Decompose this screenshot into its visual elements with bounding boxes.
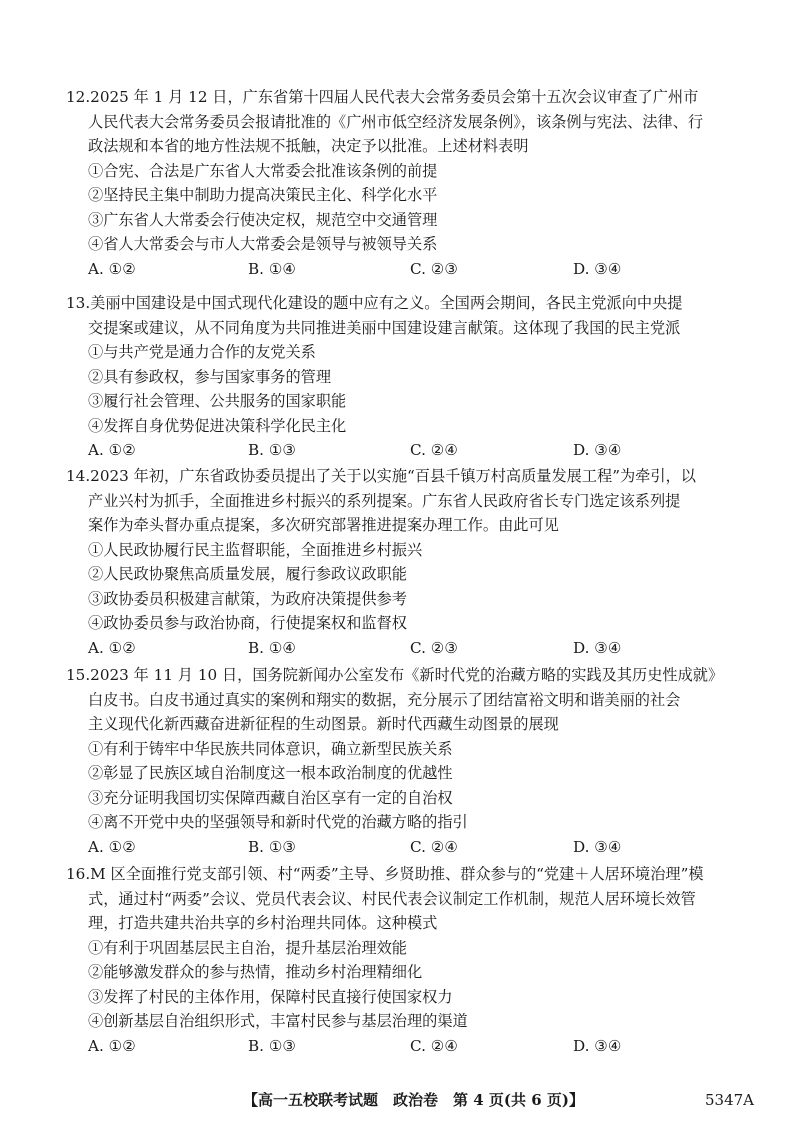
question-number: 15. (66, 666, 91, 684)
choice-c[interactable]: C. ②③ (410, 259, 458, 278)
choice-a[interactable]: A. ①② (88, 259, 136, 278)
question-15 (66, 663, 758, 859)
footer-title: 【高一五校联考试题 政治卷 第 4 页(共 6 页)】 (243, 1091, 584, 1109)
answer-choices (88, 1034, 758, 1059)
choice-d[interactable]: D. ③④ (573, 441, 622, 459)
choice-b[interactable]: B. ①③ (248, 1036, 297, 1055)
choice-d[interactable]: D. ③④ (573, 259, 622, 278)
choice-d[interactable]: D. ③④ (573, 1036, 622, 1055)
statement-option: ③政协委员积极建言献策，为政府决策提供参考 (88, 589, 407, 608)
question-text-line: 13.美丽中国建设是中国式现代化建设的题中应有之义。全国两会期间，各民主党派向中央提 (66, 294, 683, 312)
choice-a[interactable]: A. ①② (88, 441, 136, 459)
statement-option: ②坚持民主集中制助力提高决策民主化、科学化水平 (88, 186, 438, 204)
statement-option: ③广东省人大常委会行使决定权，规范空中交通管理 (88, 210, 438, 229)
question-number: 12. (66, 88, 91, 106)
choice-c[interactable]: C. ②④ (410, 441, 458, 459)
question-text-line: 12.2025 年 1 月 12 日，广东省第十四届人民代表大会常务委员会第十五次会议审查了广州市 (66, 88, 699, 106)
statement-option: ④发挥自身优势促进决策科学化民主化 (88, 416, 347, 435)
statement-option: ④创新基层自治组织形式，丰富村民参与基层治理的渠道 (88, 1012, 468, 1030)
question-text-line: 式，通过村“两委”会议、党员代表会议、村民代表会议制定工作机制，规范人居环境长效管 (88, 889, 696, 908)
question-text-line: 交提案或建议，从不同角度为共同推进美丽中国建设建言献策。这体现了我国的民主党派 (88, 318, 681, 337)
statement-option: ④政协委员参与政治协商，行使提案权和监督权 (88, 614, 407, 632)
answer-choices (88, 257, 758, 282)
question-number: 14. (66, 467, 91, 485)
choice-b[interactable]: B. ①④ (248, 638, 297, 657)
question-text-line: 14.2023 年初，广东省政协委员提出了关于以实施“百县千镇万村高质量发展工程”为牵引，以 (66, 467, 696, 485)
statement-option: ②能够激发群众的参与热情，推动乡村治理精细化 (88, 963, 423, 981)
statement-option: ①人民政协履行民主监督职能，全面推进乡村振兴 (88, 540, 423, 559)
question-13 (66, 291, 758, 463)
question-12 (66, 85, 758, 281)
statement-option: ①有利于巩固基层民主自治，提升基层治理效能 (88, 938, 407, 957)
choice-d[interactable]: D. ③④ (573, 837, 622, 856)
statement-option: ③履行社会管理、公共服务的国家职能 (88, 392, 347, 410)
question-text-line: 案作为牵头督办重点提案，多次研究部署推进提案办理工作。由此可见 (88, 516, 559, 534)
statement-option: ④省人大常委会与市人大常委会是领导与被领导关系 (88, 235, 438, 253)
statement-option: ④离不开党中央的坚强领导和新时代党的治藏方略的指引 (88, 813, 468, 831)
choice-a[interactable]: A. ①② (88, 1036, 136, 1055)
choice-a[interactable]: A. ①② (88, 638, 136, 657)
statement-option: ②人民政协聚焦高质量发展，履行参政议政职能 (88, 565, 407, 583)
question-text-line: 16.M 区全面推行党支部引领、村“两委”主导、乡贤助推、群众参与的“党建＋人居环境治理”模 (66, 865, 704, 883)
question-text-line: 理，打造共建共治共享的乡村治理共同体。这种模式 (88, 914, 438, 932)
question-text-line: 人民代表大会常务委员会报请批准的《广州市低空经济发展条例》，该条例与宪法、法律、行 (88, 112, 704, 131)
question-text-line: 政法规和本省的地方性法规不抵触，决定予以批准。上述材料表明 (88, 137, 529, 155)
choice-b[interactable]: B. ①③ (248, 441, 297, 459)
choice-a[interactable]: A. ①② (88, 837, 136, 856)
answer-choices (88, 438, 758, 463)
choice-b[interactable]: B. ①④ (248, 259, 297, 278)
answer-choices (88, 636, 758, 661)
choice-c[interactable]: C. ②④ (410, 837, 458, 856)
statement-option: ①有利于铸牢中华民族共同体意识，确立新型民族关系 (88, 739, 453, 758)
question-text-line: 主义现代化新西藏奋进新征程的生动图景。新时代西藏生动图景的展现 (88, 715, 559, 733)
exam-code: 5347A (705, 1091, 755, 1109)
question-14 (66, 464, 758, 660)
statement-option: ①与共产党是通力合作的友党关系 (88, 343, 316, 361)
choice-c[interactable]: C. ②④ (410, 1036, 458, 1055)
question-text-line: 产业兴村为抓手，全面推进乡村振兴的系列提案。广东省人民政府省长专门选定该系列提 (88, 491, 681, 510)
question-text-line: 白皮书。白皮书通过真实的案例和翔实的数据，充分展示了团结富裕文明和谐美丽的社会 (88, 690, 681, 709)
choice-d[interactable]: D. ③④ (573, 638, 622, 657)
answer-choices (88, 835, 758, 860)
choice-b[interactable]: B. ①③ (248, 837, 297, 856)
statement-option: ②彰显了民族区域自治制度这一根本政治制度的优越性 (88, 764, 453, 782)
statement-option: ②具有参政权，参与国家事务的管理 (88, 367, 331, 386)
question-16 (66, 862, 758, 1058)
statement-option: ③发挥了村民的主体作用，保障村民直接行使国家权力 (88, 987, 453, 1006)
question-number: 13. (66, 294, 91, 312)
statement-option: ③充分证明我国切实保障西藏自治区享有一定的自治权 (88, 788, 453, 807)
choice-c[interactable]: C. ②③ (410, 638, 458, 657)
statement-option: ①合宪、合法是广东省人大常委会批准该条例的前提 (88, 161, 438, 180)
page-footer (0, 1087, 800, 1113)
question-text-line: 15.2023 年 11 月 10 日，国务院新闻办公室发布《新时代党的治藏方略的实践及其历史性成就》 (66, 666, 724, 684)
question-number: 16. (66, 865, 91, 883)
